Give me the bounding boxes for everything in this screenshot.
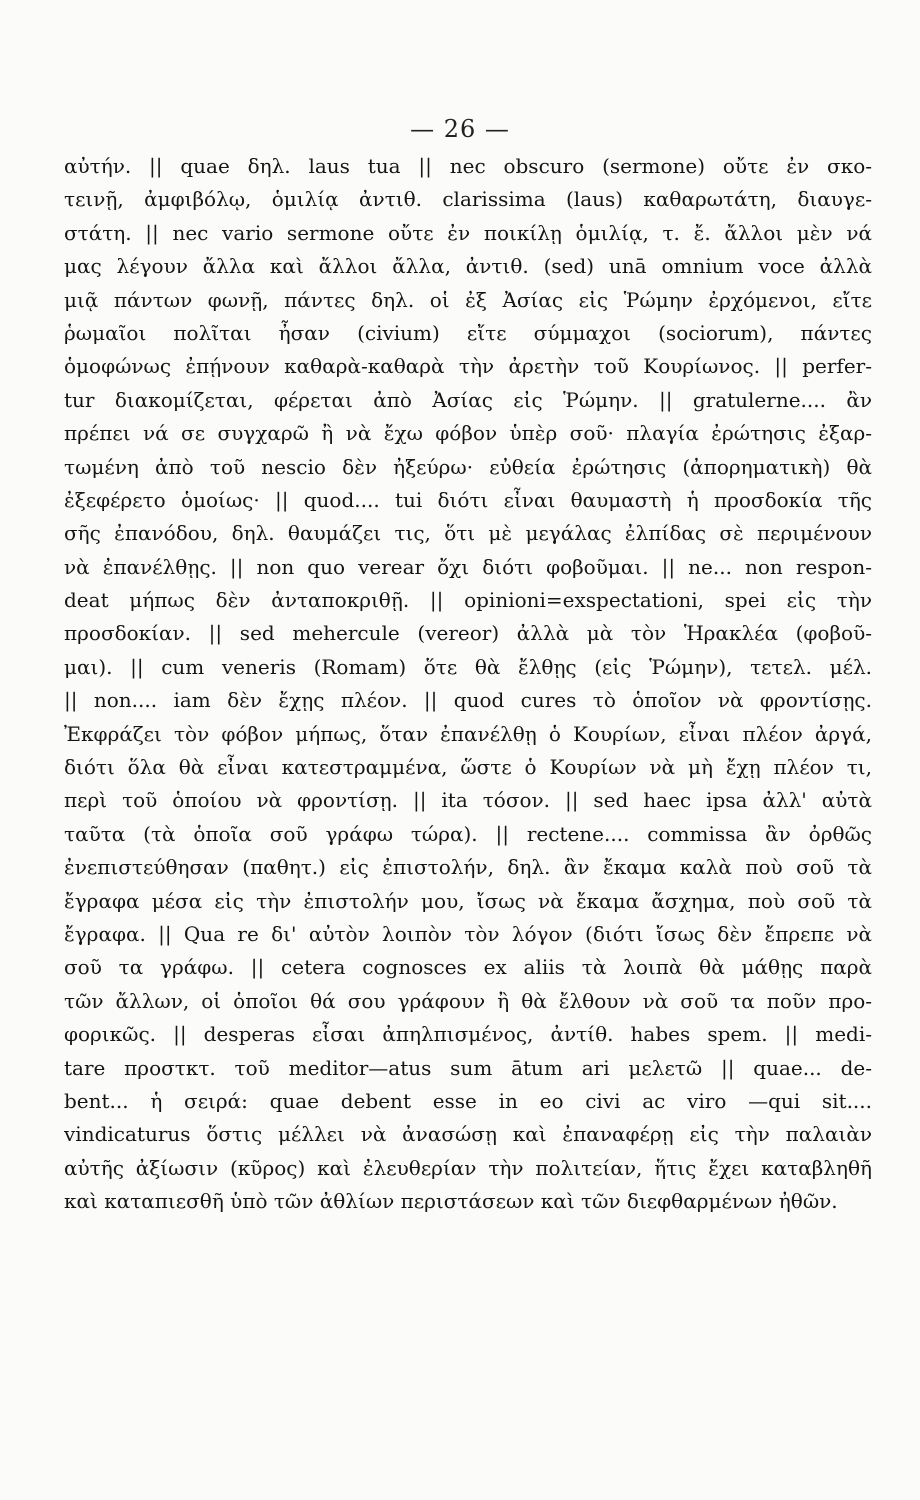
text-line: ταῦτα (τὰ ὁποῖα σοῦ γράφω τώρα). || rectene.... commissa ἂν ὀρθῶς (64, 821, 872, 846)
text-line: μιᾷ πάντων φωνῇ, πάντες δηλ. οἱ ἐξ Ἀσίας εἰς Ῥώμην ἐρχόμενοι, εἴτε (64, 287, 872, 312)
text-line: μαι). || cum veneris (Romam) ὅτε θὰ ἔλθῃς (εἰς Ῥώμην), τετελ. μέλ. (64, 654, 872, 679)
text-line: σῆς ἐπανόδου, δηλ. θαυμάζει τις, ὅτι μὲ μεγάλας ἐλπίδας σὲ περιμένουν (64, 521, 872, 546)
text-line: αὐτῆς ἀξίωσιν (κῦρος) καὶ ἐλευθερίαν τὴν πολιτείαν, ἥτις ἔχει καταβληθῆ (64, 1155, 872, 1180)
text-line: vindicaturus ὅστις μέλλει νὰ ἀνασώσῃ καὶ ἐπαναφέρῃ εἰς τὴν παλαιὰν (64, 1122, 872, 1147)
text-line: τεινῇ, ἀμφιβόλῳ, ὁμιλίᾳ ἀντιθ. clarissima (laus) καθαρωτάτη, διαυγε- (64, 187, 872, 212)
text-line: σοῦ τα γράφω. || cetera cognosces ex aliis τὰ λοιπὰ θὰ μάθῃς παρὰ (64, 955, 872, 980)
text-line: αὐτήν. || quae δηλ. laus tua || nec obscuro (sermone) οὔτε ἐν σκο- (64, 154, 872, 178)
text-line: ἔγραφα. || Qua re δι' αὐτὸν λοιπὸν τὸν λόγον (διότι ἴσως δὲν ἔπρεπε νὰ (64, 921, 872, 946)
text-line: tur διακομίζεται, φέρεται ἀπὸ Ἀσίας εἰς Ῥώμην. || gratulerne.... ἂν (64, 387, 872, 412)
text-line: τωμένη ἀπὸ τοῦ nescio δὲν ἠξεύρω· εὐθεία ἐρώτησις (ἀπορηματικὴ) θὰ (64, 454, 872, 479)
commentary-text (64, 150, 872, 1219)
text-line: ἔγραφα μέσα εἰς τὴν ἐπιστολήν μου, ἴσως νὰ ἔκαμα ἄσχημα, ποὺ σοῦ τὰ (64, 888, 872, 913)
text-line: διότι ὅλα θὰ εἶναι κατεστραμμένα, ὥστε ὁ Κουρίων νὰ μὴ ἔχῃ πλέον τι, (64, 755, 872, 780)
text-line: στάτη. || nec vario sermone οὔτε ἐν ποικίλῃ ὁμιλίᾳ, τ. ἔ. ἄλλοι μὲν νά (64, 220, 872, 245)
text-line: φορικῶς. || desperas εἶσαι ἀπηλπισμένος, ἀντίθ. habes spem. || medi- (64, 1022, 872, 1047)
text-line: μας λέγουν ἄλλα καὶ ἄλλοι ἄλλα, ἀντιθ. (sed) unā omnium voce ἀλλὰ (64, 254, 872, 279)
text-line: ὁμοφώνως ἐπῄνουν καθαρὰ-καθαρὰ τὴν ἀρετὴν τοῦ Κουρίωνος. || perfer- (64, 354, 872, 379)
text-line: bent... ἡ σειρά: quae debent esse in eo civi ac viro —qui sit.... (64, 1088, 872, 1113)
text-line: ῥωμαῖοι πολῖται ἦσαν (civium) εἴτε σύμμαχοι (sociorum), πάντες (64, 320, 872, 345)
text-line: ἐνεπιστεύθησαν (παθητ.) εἰς ἐπιστολήν, δηλ. ἂν ἔκαμα καλὰ ποὺ σοῦ τὰ (64, 855, 872, 880)
text-line: προσδοκίαν. || sed mehercule (vereor) ἀλλὰ μὰ τὸν Ἡρακλέα (φοβοῦ- (64, 621, 872, 646)
text-line: τῶν ἄλλων, οἱ ὁποῖοι θά σου γράφουν ἢ θὰ ἔλθουν νὰ σοῦ τα ποῦν προ- (64, 988, 872, 1013)
text-line: καὶ καταπιεσθῆ ὑπὸ τῶν ἀθλίων περιστάσεων καὶ τῶν διεφθαρμένων ἠθῶν. (64, 1189, 838, 1214)
text-line: πρέπει νά σε συγχαρῶ ἢ νὰ ἔχω φόβον ὑπὲρ σοῦ· πλαγία ἐρώτησις ἐξαρ- (64, 421, 872, 446)
text-line: Ἐκφράζει τὸν φόβον μήπως, ὅταν ἐπανέλθῃ ὁ Κουρίων, εἶναι πλέον ἀργά, (64, 721, 872, 746)
text-line: deat μήπως δὲν ἀνταποκριθῇ. || opinioni=exspectationi, spei εἰς τὴν (64, 588, 872, 613)
text-line: ἐξεφέρετο ὁμοίως· || quod.... tui διότι εἶναι θαυμαστὴ ἡ προσδοκία τῆς (64, 487, 872, 512)
text-line: tare προστκτ. τοῦ meditor—atus sum ātum ari μελετῶ || quae... de- (64, 1055, 872, 1080)
text-line: || non.... iam δὲν ἔχῃς πλέον. || quod cures τὸ ὁποῖον νὰ φροντίσῃς. (64, 688, 872, 713)
text-line: νὰ ἐπανέλθῃς. || non quo verear ὄχι διότι φοβοῦμαι. || ne... non respon- (64, 554, 872, 579)
text-line: περὶ τοῦ ὁποίου νὰ φροντίσῃ. || ita τόσον. || sed haec ipsa ἀλλ' αὐτὰ (64, 788, 872, 813)
page-number: — 26 — (410, 115, 510, 143)
